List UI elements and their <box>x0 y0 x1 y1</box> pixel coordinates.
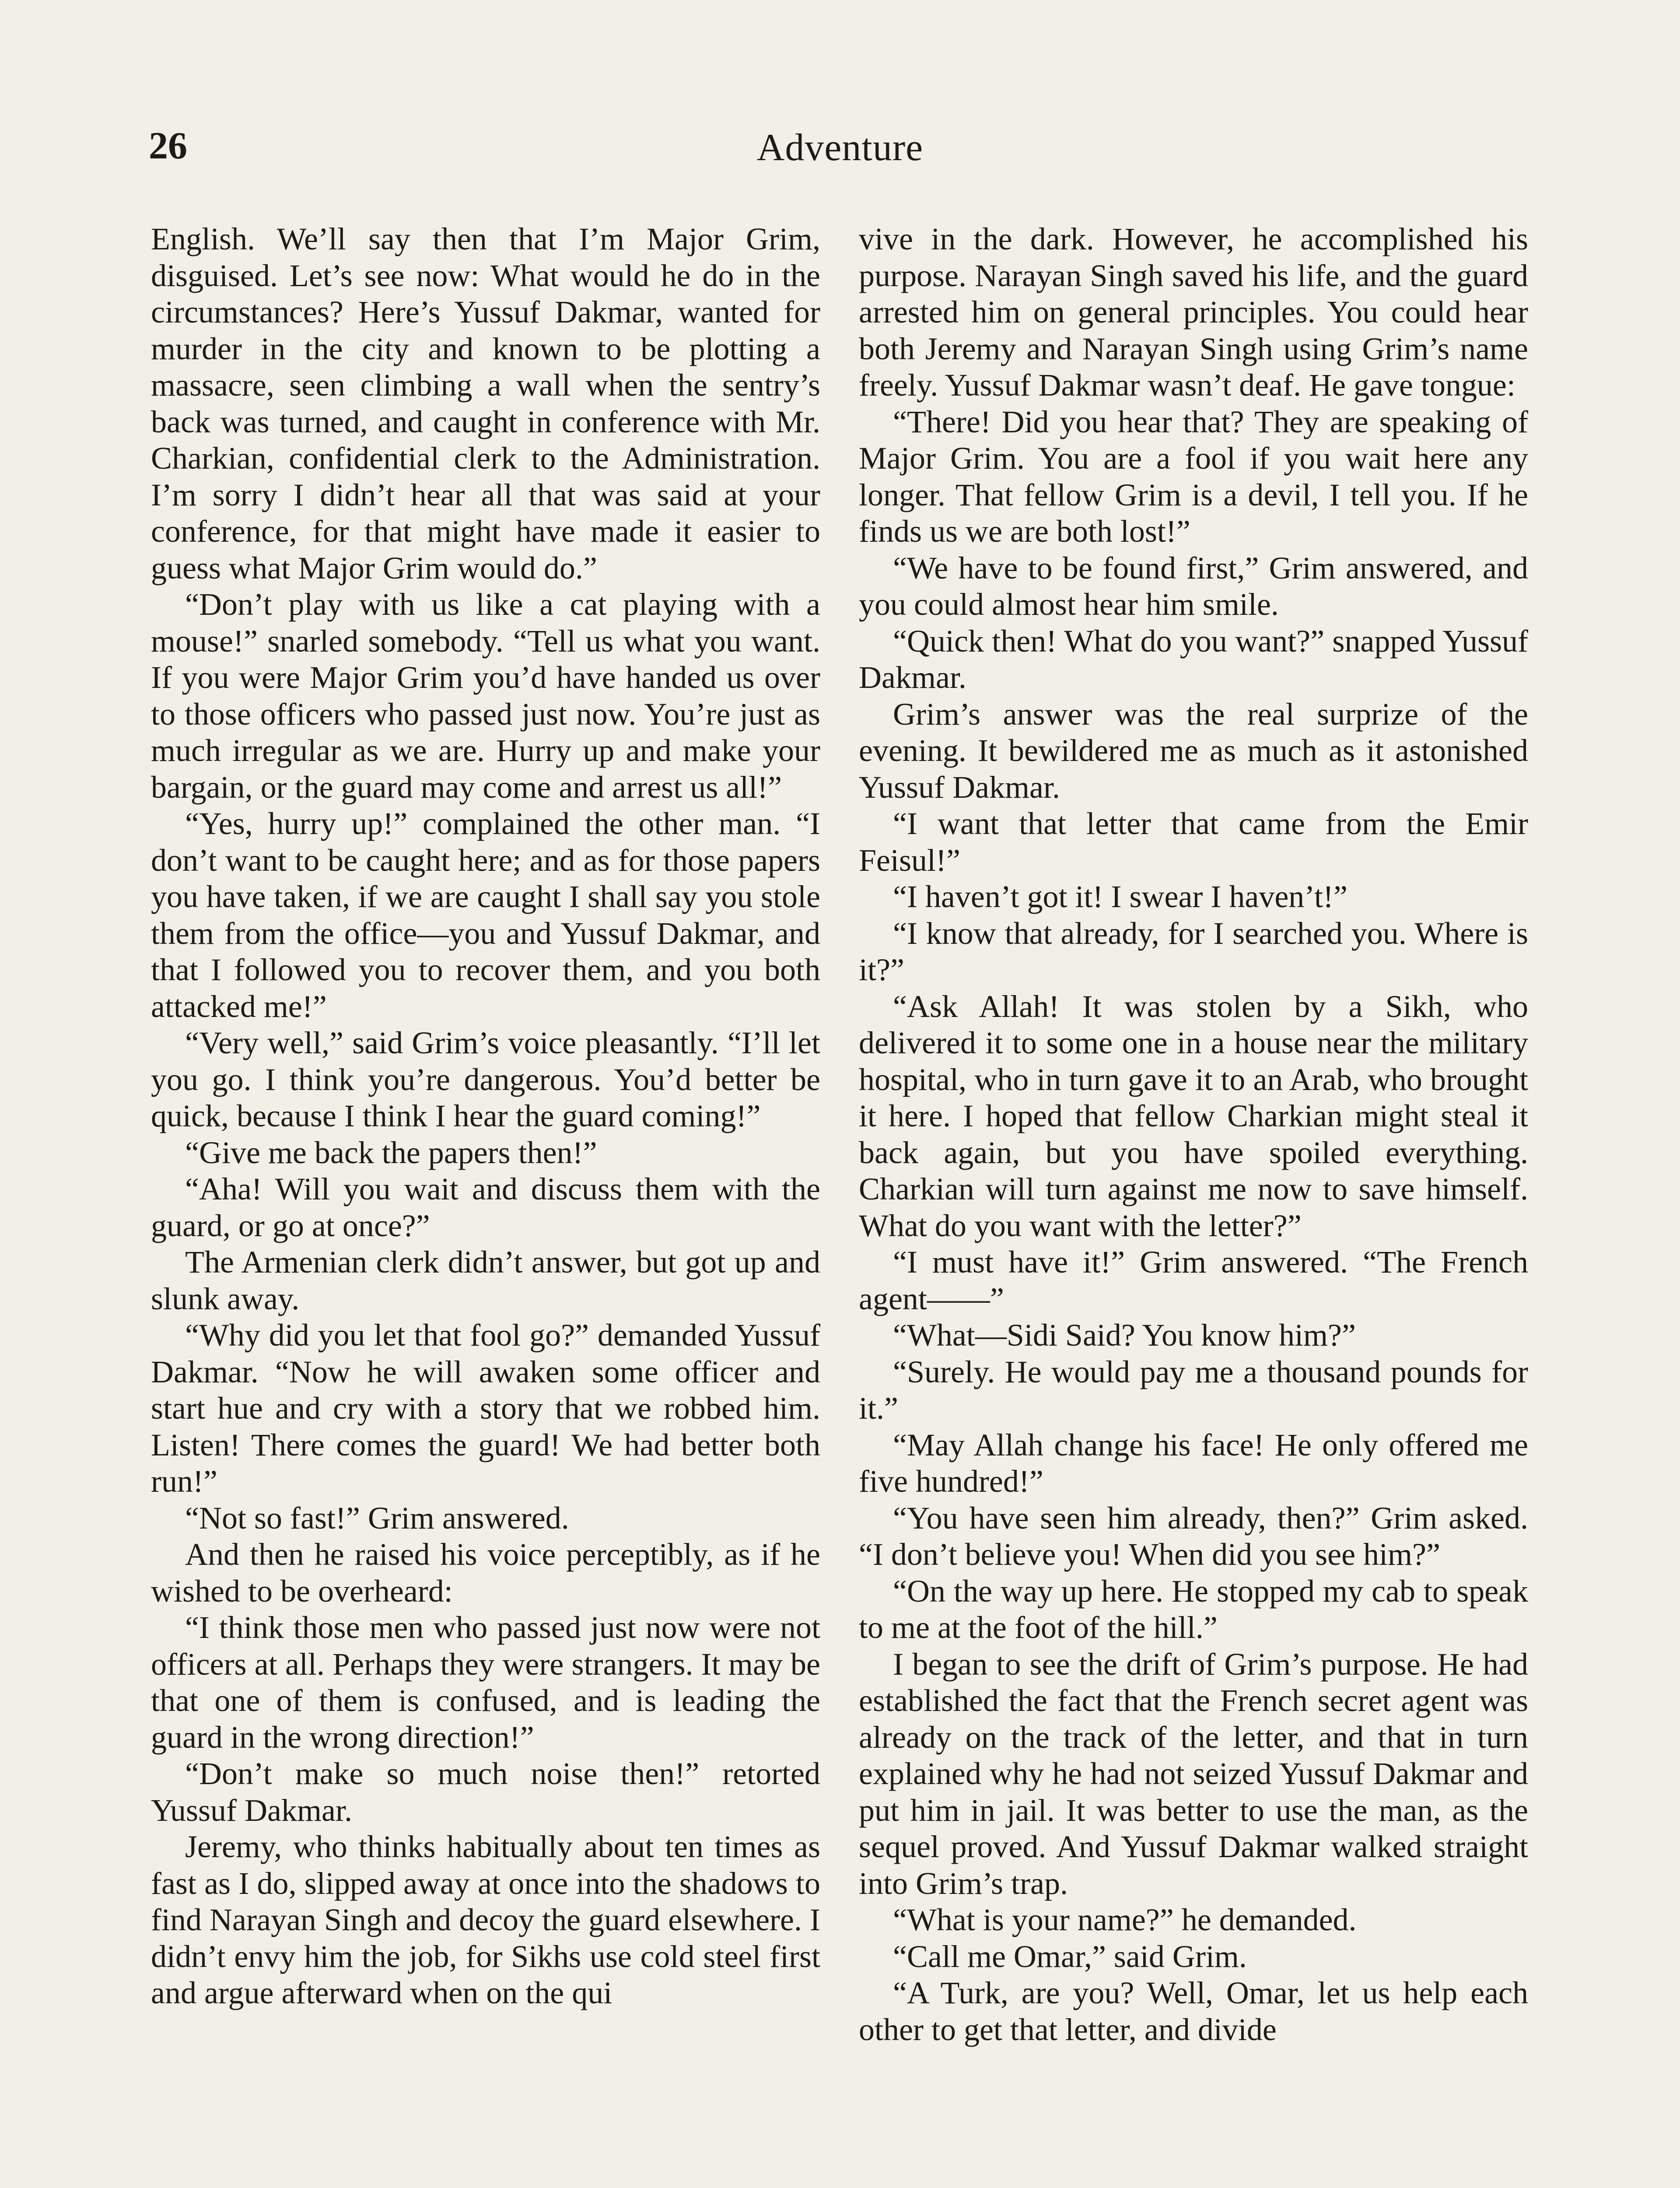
right-column <box>859 221 1528 2048</box>
paragraph: I began to see the drift of Grim’s purpose. He had established the fact that the French secret agent was already on the track of the letter, and that in turn explained why he had not seized Yussuf Dakmar and put him in jail. It was better to use the man, as the sequel proved. And Yussuf Dakmar walked straight into Grim’s trap. <box>859 1646 1528 1901</box>
paragraph: “Ask Allah! It was stolen by a Sikh, who delivered it to some one in a house near the military hospital, who in turn gave it to an Arab, who brought it here. I hoped that fellow Charkian might steal it back again, but you have spoiled everything. Charkian will turn against me now to save himself. What do you want with the letter?” <box>859 989 1528 1243</box>
paragraph: “Not so fast!” Grim answered. <box>185 1500 569 1536</box>
paragraph: “Don’t make so much noise then!” retorted Yussuf Dakmar. <box>151 1756 820 1828</box>
paragraph: “There! Did you hear that? They are speaking of Major Grim. You are a fool if you wait here any longer. That fellow Grim is a devil, I tell you. If he finds us we are both lost!” <box>859 404 1528 549</box>
paragraph: “Don’t play with us like a cat playing with a mouse!” snarled somebody. “Tell us what you want. If you were Major Grim you’d have handed us over to those officers who passed just now. You’re just as much irregular as we are. Hurry up and make your bargain, or the guard may come and arrest us all!” <box>151 587 820 805</box>
paragraph: English. We’ll say then that I’m Major Grim, disguised. Let’s see now: What would he do in the circumstances? Here’s Yussuf Dakmar, wanted for murder in the city and known to be plotting a massacre, seen climbing a wall when the sentry’s back was turned, and caught in conference with Mr. Charkian, confidential clerk to the Administration. I’m sorry I didn’t hear all that was said at your conference, for that might have made it easier to guess what Major Grim would do.” <box>151 221 820 586</box>
paragraph: “Yes, hurry up!” complained the other man. “I don’t want to be caught here; and as for those papers you have taken, if we are caught I shall say you stole them from the office—you and Yussuf Dakmar, and that I followed you to recover them, and you both attacked me!” <box>151 806 820 1024</box>
paragraph: “Very well,” said Grim’s voice pleasantly. “I’ll let you go. I think you’re dangerous. You’d better be quick, because I think I hear the guard coming!” <box>151 1025 820 1133</box>
paragraph: “Why did you let that fool go?” demanded Yussuf Dakmar. “Now he will awaken some officer and start hue and cry with a story that we robbed him. Listen! There comes the guard! We had better both run!” <box>151 1318 820 1499</box>
running-head: Adventure <box>756 126 924 169</box>
paragraph: “What—Sidi Said? You know him?” <box>893 1318 1356 1353</box>
page-number: 26 <box>149 125 187 167</box>
paragraph: “You have seen him already, then?” Grim asked. “I don’t believe you! When did you see him?” <box>859 1500 1528 1572</box>
paragraph: “We have to be found first,” Grim answered, and you could almost hear him smile. <box>859 550 1528 622</box>
paragraph: “What is your name?” he demanded. <box>893 1902 1357 1937</box>
paragraph: “Give me back the papers then!” <box>185 1135 597 1170</box>
paragraph: Grim’s answer was the real surprize of the evening. It bewildered me as much as it astonished Yussuf Dakmar. <box>859 696 1528 805</box>
paragraph: “I know that already, for I searched you. Where is it?” <box>859 915 1528 987</box>
paragraph: “Aha! Will you wait and discuss them with the guard, or go at once?” <box>151 1171 820 1243</box>
paragraph: And then he raised his voice perceptibly, as if he wished to be overheard: <box>151 1537 820 1609</box>
paragraph: “I haven’t got it! I swear I haven’t!” <box>893 879 1348 914</box>
paragraph: “I think those men who passed just now were not officers at all. Perhaps they were strangers. It may be that one of them is confused, and is leading the guard in the wrong direction!” <box>151 1610 820 1755</box>
paragraph: vive in the dark. However, he accomplished his purpose. Narayan Singh saved his life, and the guard arrested him on general principles. You could hear both Jeremy and Narayan Singh using Grim’s name freely. Yussuf Dakmar wasn’t deaf. He gave tongue: <box>859 221 1528 403</box>
paragraph: “Call me Omar,” said Grim. <box>893 1939 1247 1974</box>
paragraph: “Surely. He would pay me a thousand pounds for it.” <box>859 1354 1528 1426</box>
paragraph: “May Allah change his face! He only offered me five hundred!” <box>859 1427 1528 1499</box>
paragraph: “I want that letter that came from the Emir Feisul!” <box>859 806 1528 878</box>
paragraph: “I must have it!” Grim answered. “The French agent——” <box>859 1245 1528 1316</box>
paragraph: “On the way up here. He stopped my cab to speak to me at the foot of the hill.” <box>859 1573 1528 1645</box>
paragraph: “Quick then! What do you want?” snapped Yussuf Dakmar. <box>859 623 1528 695</box>
left-column <box>151 221 820 2012</box>
paragraph: The Armenian clerk didn’t answer, but got up and slunk away. <box>151 1245 820 1316</box>
paragraph: “A Turk, are you? Well, Omar, let us help each other to get that letter, and divide <box>859 1975 1528 2047</box>
paragraph: Jeremy, who thinks habitually about ten times as fast as I do, slipped away at once into the shadows to find Narayan Singh and decoy the guard elsewhere. I didn’t envy him the job, for Sikhs use cold steel first and argue afterward when on the qui <box>151 1829 820 2010</box>
